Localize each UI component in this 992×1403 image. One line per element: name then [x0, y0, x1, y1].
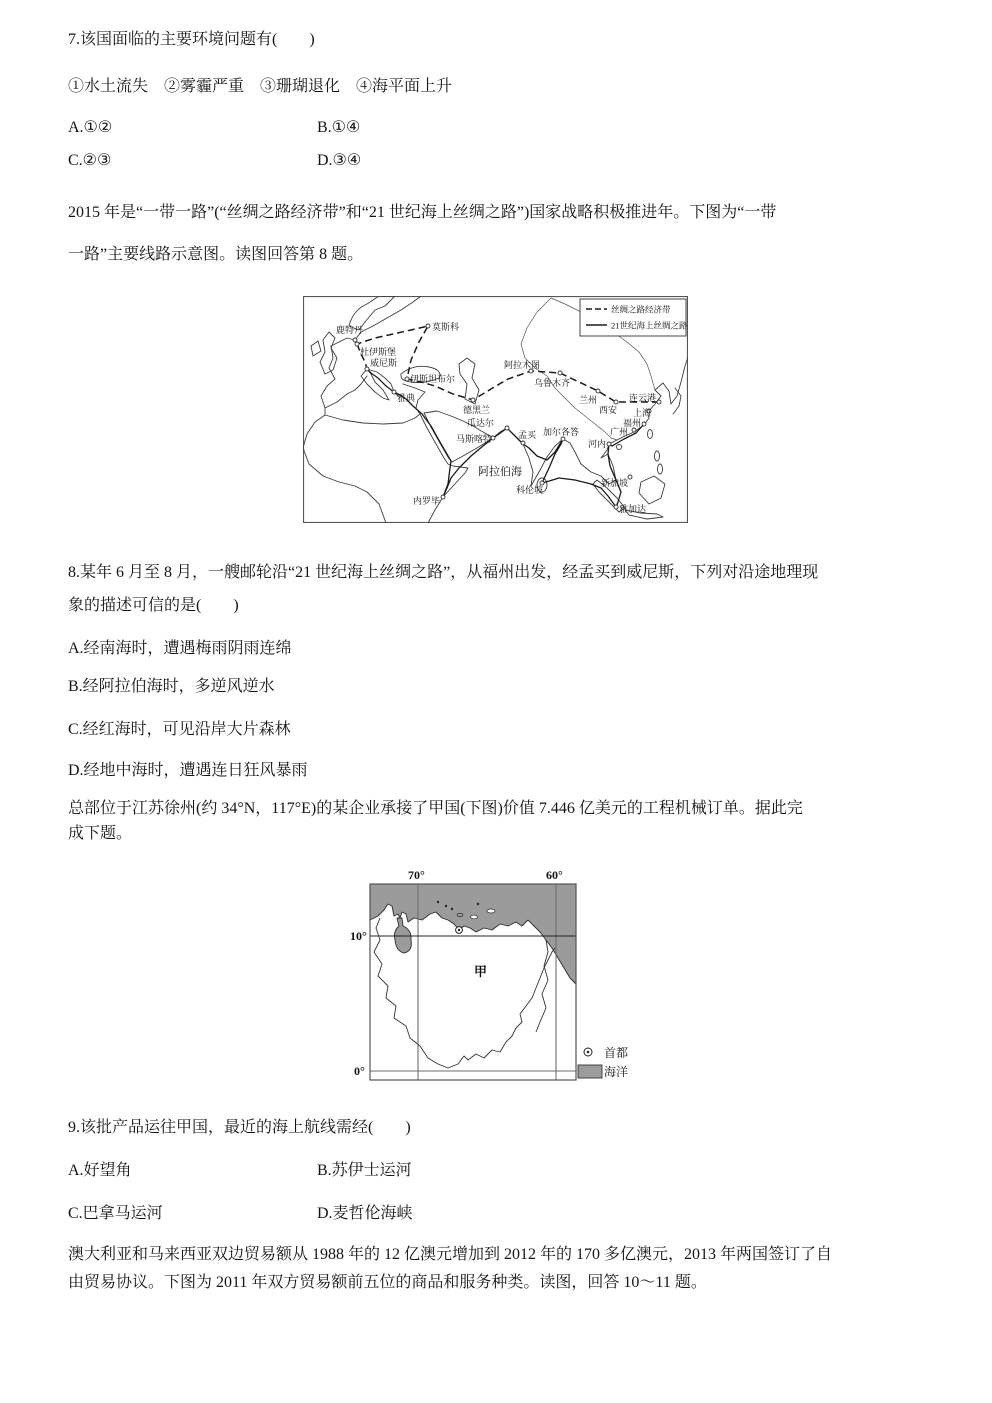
- lat-10-label: 10°: [350, 929, 367, 943]
- belt-road-map: [303, 296, 688, 523]
- belt-road-map-svg: [303, 296, 688, 523]
- city-label: 加尔各答: [543, 427, 580, 437]
- xuzhou-intro-line2: 成下题。: [68, 825, 133, 842]
- city-label: 新加坡: [601, 478, 629, 488]
- lon-70-label: 70°: [408, 868, 425, 882]
- city-labels: [336, 321, 656, 514]
- city-label: 连云港: [629, 393, 657, 403]
- lon-60-label: 60°: [546, 868, 563, 882]
- map1-legend: [580, 299, 688, 336]
- question-9-option-d: D.麦哲伦海峡: [317, 1205, 413, 1222]
- city-label: 广州: [610, 427, 629, 437]
- capital-marker: [456, 927, 463, 934]
- sea-label-arabian-sea: 阿拉伯海: [478, 466, 522, 478]
- question-7-option-c: C.②③: [68, 152, 112, 169]
- trade-intro-line2: 由贸易协议。下图为 2011 年双方贸易额前五位的商品和服务种类。读图，回答 10～11 题。: [68, 1274, 707, 1291]
- eastern-border: [536, 940, 548, 1032]
- question-9-option-b: B.苏伊士运河: [317, 1162, 412, 1179]
- question-7-option-a: A.①②: [68, 119, 113, 136]
- question-9-option-a: A.好望角: [68, 1162, 132, 1179]
- country-jia-map: [350, 868, 650, 1108]
- country-jia-label: 甲: [474, 964, 488, 979]
- city-label: 孟买: [518, 430, 537, 440]
- question-7-items: ①水土流失 ②雾霾严重 ③珊瑚退化 ④海平面上升: [68, 78, 453, 95]
- question-8-line2: 象的描述可信的是( ): [68, 597, 239, 614]
- city-label: 雅加达: [619, 504, 647, 514]
- question-7-text: 7.该国面临的主要环境问题有( ): [68, 31, 315, 48]
- city-label: 马斯喀特: [456, 434, 493, 444]
- belt-road-intro-line1: 2015 年是“一带一路”(“丝绸之路经济带”和“21 世纪海上丝绸之路”)国家战略积极推进年。下图为“一带: [68, 204, 777, 221]
- question-7-option-d: D.③④: [317, 152, 362, 169]
- legend-dashed-label: 丝绸之路经济带: [611, 304, 671, 315]
- trade-intro-line1: 澳大利亚和马来西亚双边贸易额从 1988 年的 12 亿澳元增加到 2012 年的 170 多亿澳元，2013 年两国签订了自: [68, 1246, 833, 1263]
- city-label: 鹿特丹: [336, 325, 364, 335]
- city-label: 内罗毕: [413, 496, 441, 506]
- question-8-option-c: C.经红海时，可见沿岸大片森林: [68, 721, 291, 738]
- city-label: 兰州: [579, 395, 598, 405]
- city-label: 杜伊斯堡: [360, 347, 397, 357]
- legend-ocean-label: 海洋: [604, 1065, 629, 1079]
- belt-road-intro-line2: 一路”主要线路示意图。读图回答第 8 题。: [68, 246, 364, 263]
- city-label: 瓜达尔: [467, 418, 495, 428]
- question-8-option-a: A.经南海时，遭遇梅雨阴雨连绵: [68, 640, 292, 657]
- question-7-option-b: B.①④: [317, 119, 361, 136]
- city-label: 科伦坡: [516, 485, 544, 495]
- question-9-option-c: C.巴拿马运河: [68, 1205, 163, 1222]
- legend-ocean-swatch: [578, 1065, 602, 1078]
- city-label: 莫斯科: [432, 322, 460, 332]
- lat-0-label: 0°: [354, 1064, 365, 1078]
- city-label: 威尼斯: [370, 358, 398, 368]
- question-9-text: 9.该批产品运往甲国，最近的海上航线需经( ): [68, 1119, 411, 1136]
- question-8-line1: 8.某年 6 月至 8 月，一艘邮轮沿“21 世纪海上丝绸之路”，从福州出发，经孟买到威尼斯，下列对沿途地理现: [68, 564, 819, 581]
- legend-solid-label: 21世纪海上丝绸之路: [611, 320, 688, 331]
- xuzhou-intro-line1: 总部位于江苏徐州(约 34°N，117°E)的某企业承接了甲国(下图)价值 7.446 亿美元的工程机械订单。据此完: [68, 800, 803, 817]
- city-label: 雅典: [397, 393, 416, 403]
- city-label: 福州: [623, 418, 642, 428]
- question-8-option-d: D.经地中海时，遭遇连日狂风暴雨: [68, 762, 308, 779]
- city-label: 德黑兰: [463, 405, 491, 415]
- city-label: 河内: [588, 439, 607, 449]
- city-label: 阿拉木图: [504, 360, 541, 370]
- country-jia-map-svg: [350, 868, 650, 1108]
- legend-capital-label: 首都: [604, 1046, 629, 1060]
- city-label: 西安: [599, 405, 618, 415]
- city-label: 伊斯坦布尔: [410, 374, 456, 384]
- map2-legend: [578, 1045, 628, 1079]
- legend-capital-icon-dot: [587, 1051, 590, 1054]
- city-label: 乌鲁木齐: [534, 378, 571, 388]
- question-8-option-b: B.经阿拉伯海时，多逆风逆水: [68, 678, 275, 695]
- city-label: 上海: [633, 408, 652, 418]
